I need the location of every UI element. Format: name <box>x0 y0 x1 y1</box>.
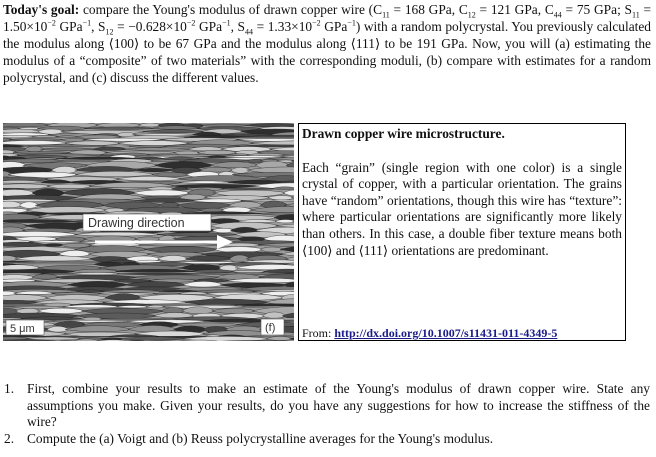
scale-bar-label: 5 μm <box>10 323 35 335</box>
grain <box>3 129 42 133</box>
s12-pre: , S <box>91 19 106 34</box>
micrograph-svg <box>3 123 294 341</box>
s44-exp: −2 <box>312 18 321 28</box>
question-item <box>0 381 650 431</box>
question-list <box>0 381 650 447</box>
c44-value: = 75 GPa; S <box>561 2 632 17</box>
grain <box>31 262 111 263</box>
grain <box>100 318 176 319</box>
s44-pre: , S <box>230 19 245 34</box>
c12-sub: 12 <box>467 10 476 20</box>
grain <box>3 304 46 305</box>
grain <box>3 300 39 304</box>
grain <box>3 123 50 127</box>
grain <box>75 171 156 176</box>
grain <box>97 340 130 341</box>
s12-sub: 12 <box>105 27 114 37</box>
question-item <box>0 431 650 448</box>
panel-label-group <box>261 319 284 335</box>
c12-value: = 121 GPa, C <box>475 2 554 17</box>
s11-unit: GPa <box>55 19 83 34</box>
grain <box>12 264 98 265</box>
grain <box>139 243 222 246</box>
grain <box>143 130 206 133</box>
s12-exp: −2 <box>186 18 196 28</box>
c44-sub: 44 <box>553 10 562 20</box>
c11-value: = 168 GPa, C <box>389 2 468 17</box>
grain <box>3 220 76 223</box>
doi-link[interactable]: http://dx.doi.org/10.1007/s11431-011-4349-5 <box>334 326 558 340</box>
question-text: Compute the (a) Voigt and (b) Reuss polycrystalline averages for the Young's modulus. <box>27 430 494 446</box>
s11-value: = 1.50×10 <box>3 2 652 34</box>
caption-from-label: From: <box>302 326 335 340</box>
s11-unit-exp: −1 <box>82 18 92 28</box>
s44-unit: GPa <box>320 19 348 34</box>
micrograph-image <box>3 123 294 341</box>
grain <box>129 146 168 148</box>
caption-box <box>298 123 626 341</box>
drawing-direction-label: Drawing direction <box>88 216 185 230</box>
grain <box>84 127 155 130</box>
s12-unit-exp: −1 <box>222 18 231 28</box>
grain <box>93 147 127 151</box>
grain <box>151 160 183 162</box>
grain <box>37 308 85 313</box>
drawing-direction-label-group <box>83 214 211 231</box>
goal-paragraph <box>3 1 651 86</box>
grain <box>275 220 294 223</box>
goal-rest: ) with a random polycrystal. You previously calculated the modulus along ⟨100⟩ to be 67 GPa and the modulus along ⟨111⟩ to be 191 GPa. Now, you will (a) estimating the modulus of a “composite” of two materials” with the corresponding moduli, (b) compare with estimates for a random polycrystal, and (c) discuss the different values. <box>3 19 652 85</box>
grain <box>222 188 276 190</box>
s11-sub: 11 <box>632 10 640 20</box>
grain <box>3 337 31 340</box>
grain <box>268 196 294 200</box>
s44-unit-exp: −1 <box>347 18 356 28</box>
grain <box>200 124 249 127</box>
s44-sub: 44 <box>244 27 253 37</box>
grain <box>133 190 192 196</box>
question-number: 2. <box>4 430 15 446</box>
c11-sub: 11 <box>382 10 390 20</box>
grain <box>27 337 83 340</box>
goal-lead: compare the Young's modulus of drawn copper wire (C <box>82 2 383 17</box>
grain <box>251 141 294 145</box>
grain <box>212 308 257 313</box>
grain <box>62 160 112 162</box>
grain <box>135 168 174 172</box>
panel-label: (f) <box>265 322 276 334</box>
caption-source <box>302 325 557 342</box>
grain <box>3 140 69 144</box>
scale-bar-group <box>6 320 44 335</box>
grain <box>126 340 147 341</box>
grain <box>3 261 35 262</box>
grain <box>3 295 49 301</box>
s11-exp: −2 <box>47 18 56 28</box>
grain <box>3 265 42 270</box>
s12-value: = −0.628×10 <box>113 19 187 34</box>
grain <box>154 313 196 318</box>
s44-value: = 1.33×10 <box>252 19 313 34</box>
grain <box>283 190 294 196</box>
grain <box>117 273 204 275</box>
caption-title: Drawn copper wire microstructure. <box>302 126 505 141</box>
question-number: 1. <box>4 381 15 396</box>
grain <box>123 148 192 151</box>
grain <box>280 246 294 253</box>
caption-body: Each “grain” (single region with one color) is a single crystal of copper, with a particular orientation. The grains have “random” orientations, though this wire has “texture”: where particular orientations are significantly more likely than others. In this case, a double fiber texture means both ⟨100⟩ and ⟨111⟩ orientations are predominant. <box>302 159 622 258</box>
goal-label: Today's goal: <box>3 2 80 17</box>
s12-unit: GPa <box>195 19 223 34</box>
question-text: First, combine your results to make an estimate of the Young's modulus of drawn copper wire. State any assumptions you make. Given your results, do you have any suggestions for how to increase the stiffness of the wire? <box>27 381 650 430</box>
grain-layer <box>3 123 294 341</box>
